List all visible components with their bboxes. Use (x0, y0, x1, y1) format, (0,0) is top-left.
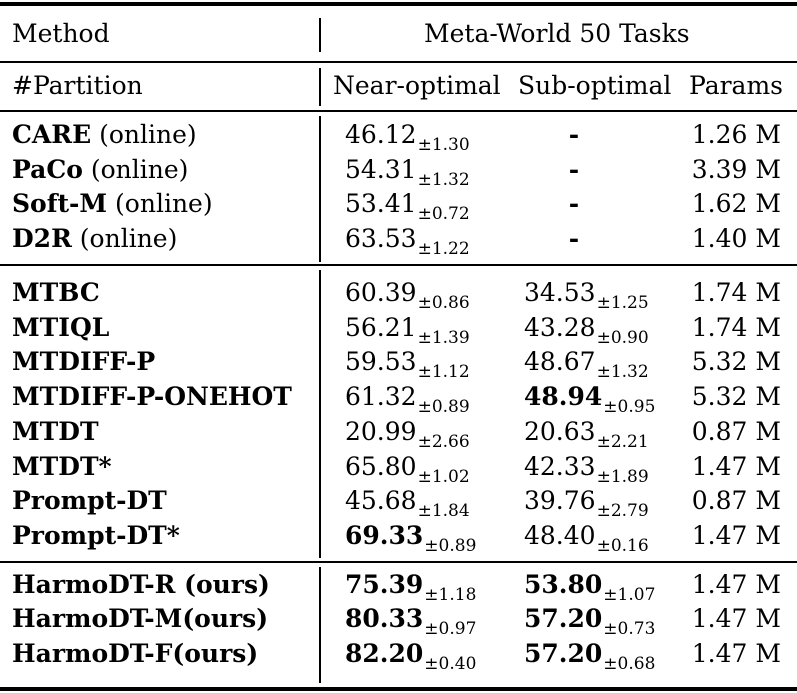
sub-optimal-dash: - (568, 223, 580, 253)
method-name (12, 452, 112, 482)
sub-optimal-score (524, 639, 655, 672)
method-name-bold: MTDT* (12, 451, 112, 481)
sub-optimal-mean: 20.63 (524, 416, 596, 446)
near-optimal-std: ±2.66 (417, 431, 470, 452)
params-value: 1.47 M (691, 520, 781, 550)
method-name (12, 570, 270, 600)
sub-optimal-std: ±1.32 (596, 362, 649, 383)
header-vrule-2 (319, 68, 321, 106)
method-name-bold: MTBC (12, 278, 100, 307)
method-name-suffix: (online) (91, 120, 197, 149)
sub-optimal-std: ±2.79 (596, 501, 649, 522)
method-name-bold: MTDIFF-P (12, 347, 156, 377)
sub-optimal-std: ±1.89 (596, 466, 649, 487)
sub-optimal-mean: 39.76 (524, 486, 596, 516)
near-optimal-std: ±1.32 (417, 169, 470, 190)
method-name (12, 521, 180, 551)
method-name-suffix: (online) (82, 154, 189, 184)
near-optimal-score (345, 224, 470, 257)
params-value: 1.47 M (691, 451, 781, 481)
sub-optimal-score (524, 347, 649, 383)
method-name (12, 189, 213, 219)
body-vrule-3 (319, 567, 321, 683)
params-value: 1.47 M (691, 638, 781, 668)
near-optimal-std: ±0.89 (424, 535, 477, 556)
near-optimal-std: ±0.72 (417, 204, 470, 224)
body-vrule-1 (319, 116, 321, 262)
near-optimal-score (345, 278, 470, 311)
near-optimal-std: ±0.86 (417, 293, 470, 313)
near-optimal-mean: 56.21 (345, 312, 417, 342)
sub-optimal-score (524, 521, 649, 554)
near-optimal-std: ±0.89 (417, 397, 470, 418)
near-optimal-mean: 69.33 (345, 520, 424, 550)
sub-optimal-std: ±0.95 (603, 397, 656, 418)
sub-optimal-score (524, 570, 655, 603)
near-optimal-mean: 61.32 (345, 382, 417, 412)
near-optimal-score (345, 347, 470, 383)
near-optimal-score (345, 382, 470, 418)
near-optimal-score (345, 120, 470, 153)
method-name-bold: Prompt-DT (12, 486, 167, 516)
method-name-bold: MTIQL (12, 312, 110, 342)
params-value: 0.87 M (691, 486, 781, 516)
header-params: Params (689, 71, 783, 100)
method-name (12, 639, 258, 669)
params-value: 5.32 M (691, 347, 781, 377)
sub-optimal-mean: 34.53 (524, 278, 596, 307)
method-name-bold: HarmoDT-R (ours) (12, 570, 270, 599)
sub-optimal-score (524, 417, 649, 450)
top-rule (0, 2, 797, 6)
method-name-bold: MTDT (12, 416, 99, 446)
sub-optimal-score (524, 120, 624, 150)
params-value: 1.74 M (691, 278, 781, 307)
near-optimal-mean: 80.33 (345, 604, 424, 634)
near-optimal-score (345, 155, 470, 188)
method-name-bold: PaCo (12, 154, 83, 184)
near-optimal-score (345, 570, 476, 603)
method-name (12, 120, 197, 150)
sub-optimal-score (524, 189, 624, 219)
sub-optimal-mean: 57.20 (524, 604, 603, 634)
sub-optimal-score (524, 313, 649, 346)
sub-optimal-mean: 48.40 (524, 520, 596, 550)
method-name-bold: HarmoDT-F(ours) (12, 638, 259, 668)
near-optimal-mean: 65.80 (345, 451, 417, 481)
near-optimal-std: ±1.30 (417, 135, 470, 155)
params-value: 0.87 M (691, 416, 781, 446)
near-optimal-mean: 63.53 (345, 223, 417, 253)
sub-optimal-score (524, 452, 649, 485)
sub-optimal-score (524, 155, 624, 185)
method-name-bold: HarmoDT-M(ours) (12, 604, 269, 634)
method-name (12, 313, 109, 343)
params-value: 1.26 M (691, 120, 781, 149)
method-name (12, 347, 155, 377)
method-name (12, 604, 268, 634)
header-near-optimal: Near-optimal (333, 71, 501, 100)
header-benchmark: Meta-World 50 Tasks (424, 19, 690, 48)
body-vrule-2 (319, 270, 321, 558)
sub-optimal-score (524, 224, 624, 254)
method-name-bold: Soft-M (12, 189, 108, 218)
sub-optimal-dash: - (568, 189, 580, 218)
method-name (12, 155, 188, 185)
method-name (12, 486, 167, 516)
group-rule-2 (0, 561, 797, 563)
sub-optimal-score (524, 382, 656, 418)
params-value: 1.47 M (691, 604, 781, 634)
method-name-bold: CARE (12, 120, 92, 149)
params-value: 1.40 M (691, 223, 781, 253)
bottom-rule (0, 687, 797, 691)
near-optimal-std: ±0.97 (424, 619, 477, 640)
method-name-suffix: (online) (107, 189, 213, 218)
near-optimal-std: ±1.22 (417, 238, 470, 259)
sub-optimal-score (524, 278, 649, 311)
near-optimal-score (345, 639, 476, 672)
near-optimal-mean: 59.53 (345, 347, 417, 377)
near-optimal-score (345, 189, 470, 222)
near-optimal-score (345, 604, 477, 640)
method-name-bold: D2R (12, 223, 72, 253)
sub-optimal-mean: 53.80 (524, 570, 603, 599)
method-name-bold: Prompt-DT* (12, 520, 180, 550)
group-rule-1 (0, 264, 797, 266)
sub-optimal-score (524, 486, 649, 522)
near-optimal-score (345, 521, 476, 554)
method-name (12, 382, 292, 412)
near-optimal-std: ±0.40 (424, 653, 477, 674)
method-name-suffix: (online) (71, 223, 178, 253)
near-optimal-mean: 60.39 (345, 278, 417, 307)
sub-optimal-std: ±2.21 (596, 431, 649, 452)
sub-optimal-mean: 48.67 (524, 347, 596, 377)
method-name (12, 224, 177, 254)
sub-optimal-std: ±1.07 (603, 585, 656, 605)
header-sub-optimal: Sub-optimal (518, 71, 672, 100)
near-optimal-mean: 45.68 (345, 486, 417, 516)
sub-optimal-mean: 43.28 (524, 312, 596, 342)
near-optimal-mean: 82.20 (345, 638, 424, 668)
sub-optimal-std: ±0.68 (603, 653, 656, 674)
params-value: 1.47 M (691, 570, 781, 599)
subheader-rule (0, 110, 797, 112)
sub-optimal-std: ±0.16 (596, 535, 649, 556)
params-value: 1.62 M (691, 189, 781, 218)
sub-optimal-mean: 57.20 (524, 638, 603, 668)
near-optimal-mean: 53.41 (345, 189, 417, 218)
sub-optimal-dash: - (568, 154, 580, 184)
near-optimal-mean: 20.99 (345, 416, 417, 446)
sub-optimal-dash: - (568, 120, 580, 149)
sub-optimal-score (524, 604, 656, 640)
sub-optimal-std: ±0.73 (603, 619, 656, 640)
near-optimal-score (345, 452, 470, 485)
header-vrule-1 (319, 18, 321, 52)
near-optimal-mean: 75.39 (345, 570, 424, 599)
params-value: 1.74 M (691, 312, 781, 342)
near-optimal-std: ±1.02 (417, 466, 470, 487)
method-name-bold: MTDIFF-P-ONEHOT (12, 382, 292, 412)
near-optimal-std: ±1.12 (417, 362, 470, 383)
near-optimal-std: ±1.84 (417, 501, 470, 522)
method-name (12, 278, 100, 308)
near-optimal-std: ±1.39 (417, 327, 470, 348)
near-optimal-mean: 54.31 (345, 154, 417, 184)
near-optimal-mean: 46.12 (345, 120, 417, 149)
near-optimal-score (345, 486, 470, 522)
near-optimal-std: ±1.18 (424, 585, 477, 605)
header-rule (0, 61, 797, 63)
sub-optimal-std: ±0.90 (596, 327, 649, 348)
sub-optimal-mean: 42.33 (524, 451, 596, 481)
params-value: 5.32 M (691, 382, 781, 412)
sub-optimal-mean: 48.94 (524, 382, 603, 412)
params-value: 3.39 M (691, 154, 781, 184)
near-optimal-score (345, 417, 470, 450)
sub-optimal-std: ±1.25 (596, 293, 649, 313)
method-name (12, 417, 99, 447)
header-method: Method (12, 19, 110, 48)
header-partition: #Partition (12, 71, 143, 100)
near-optimal-score (345, 313, 470, 346)
